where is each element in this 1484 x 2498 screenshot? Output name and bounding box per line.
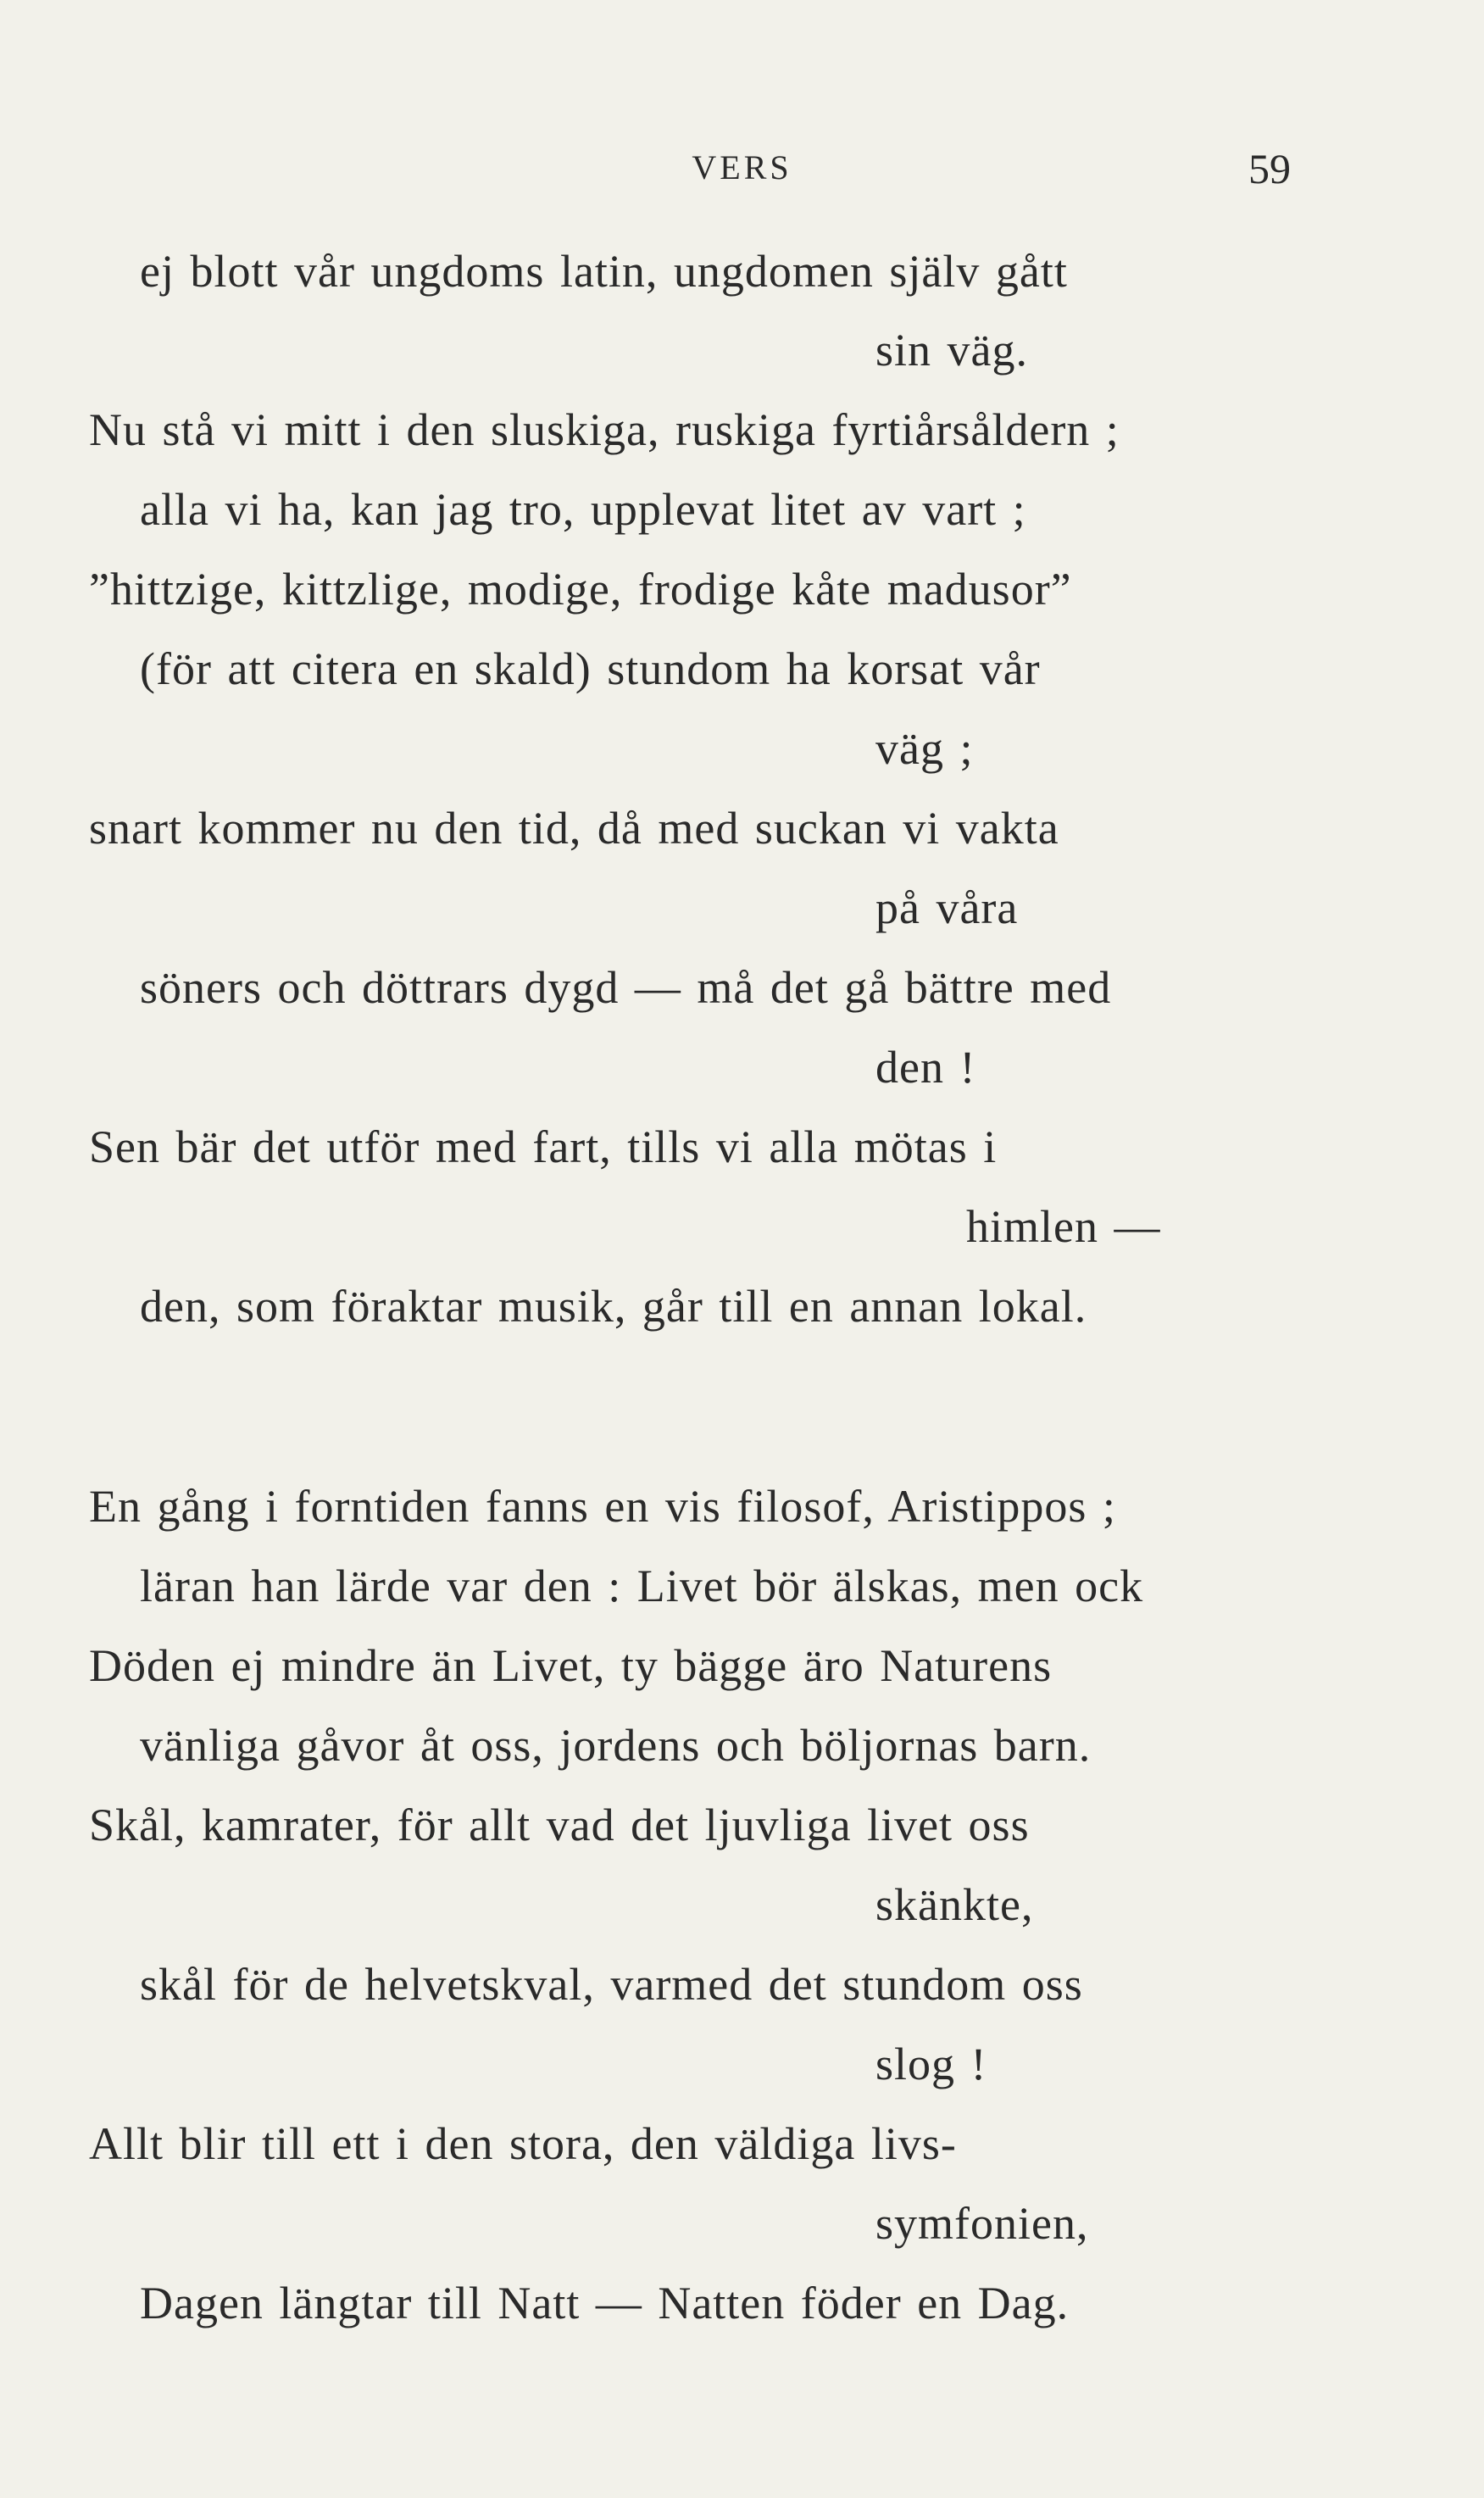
verse-line: söners och döttrars dygd — må det gå bättre med	[140, 962, 1112, 1013]
verse-line: vänliga gåvor åt oss, jordens och böljornas barn.	[140, 1720, 1092, 1771]
verse-line: skål för de helvetskval, varmed det stundom oss	[140, 1959, 1083, 2010]
verse-line: Döden ej mindre än Livet, ty bägge äro Naturens	[89, 1640, 1053, 1691]
verse-line: ej blott vår ungdoms latin, ungdomen själv gått	[140, 246, 1068, 297]
verse-line: (för att citera en skald) stundom ha korsat vår	[140, 643, 1041, 694]
verse-line: Nu stå vi mitt i den sluskiga, ruskiga fyrtiårsåldern ;	[89, 404, 1120, 455]
verse-line-continuation: slog !	[875, 2039, 987, 2089]
verse-line-continuation: skänkte,	[875, 1879, 1034, 1930]
verse-line-continuation: sin väg.	[875, 325, 1028, 376]
verse-line: snart kommer nu den tid, då med suckan vi vakta	[89, 803, 1059, 854]
verse-line: Sen bär det utför med fart, tills vi alla mötas i	[89, 1121, 998, 1172]
page-number: 59	[1248, 145, 1291, 192]
running-header: VERS	[692, 148, 792, 186]
verse-line-continuation: himlen —	[966, 1201, 1161, 1252]
verse-line: alla vi ha, kan jag tro, upplevat litet av vart ;	[140, 484, 1026, 535]
verse-line: En gång i forntiden fanns en vis filosof, Aristippos ;	[89, 1481, 1116, 1532]
verse-line: Skål, kamrater, för allt vad det ljuvliga livet oss	[89, 1800, 1030, 1850]
verse-line-continuation: på våra	[875, 882, 1019, 933]
verse-line-continuation: symfonien,	[875, 2198, 1089, 2249]
verse-line: Allt blir till ett i den stora, den väldiga livs-	[89, 2118, 957, 2169]
verse-line-continuation: väg ;	[875, 723, 974, 774]
verse-line-continuation: den !	[875, 1042, 976, 1093]
verse-line: den, som föraktar musik, går till en annan lokal.	[140, 1281, 1087, 1332]
verse-line: läran han lärde var den : Livet bör älskas, men ock	[140, 1561, 1144, 1611]
verse-line: Dagen längtar till Natt — Natten föder en Dag.	[140, 2278, 1070, 2328]
verse-line: ”hittzige, kittzlige, modige, frodige kåte madusor”	[89, 564, 1072, 615]
